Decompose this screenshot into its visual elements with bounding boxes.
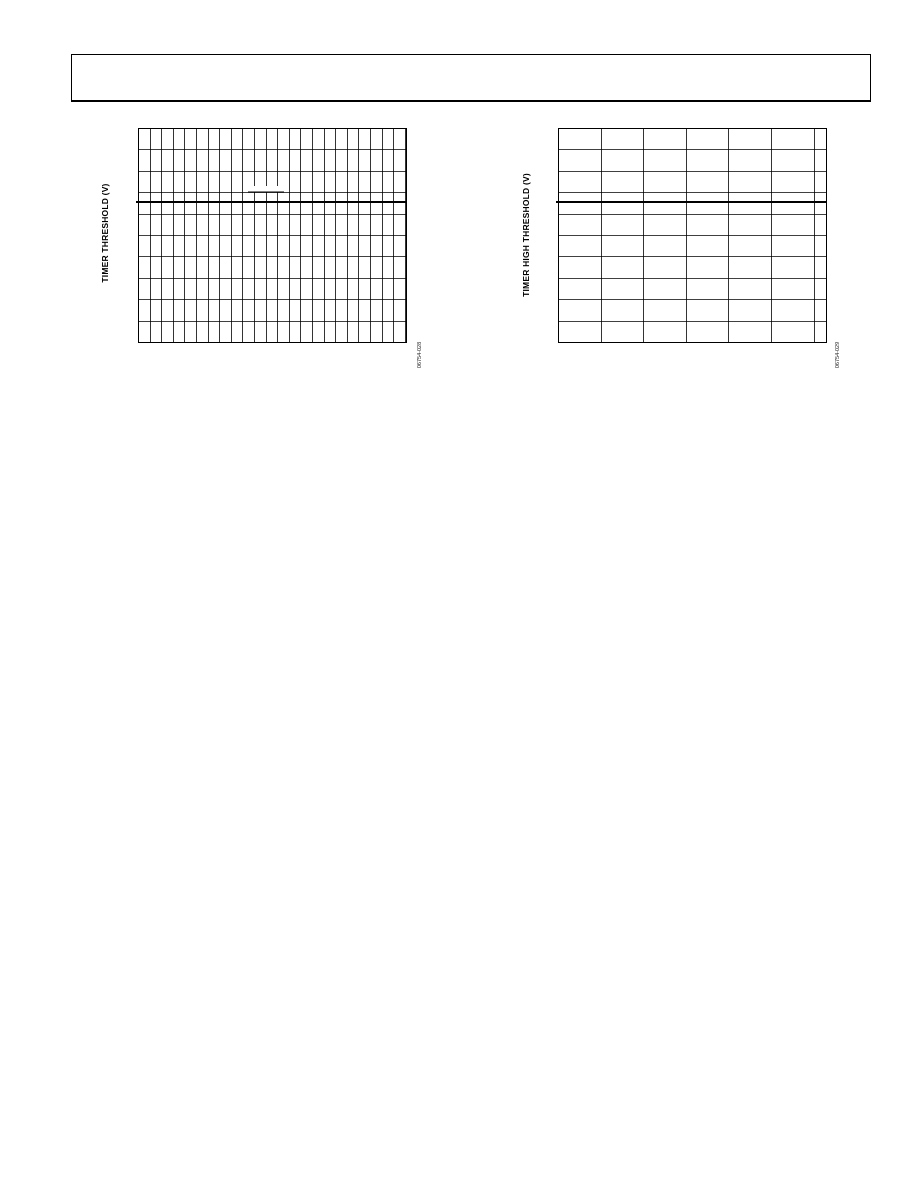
chart2-y-axis-label: TIMER HIGH THRESHOLD (V) — [521, 173, 531, 297]
page-header-frame — [71, 54, 871, 102]
chart2-plot — [558, 128, 828, 344]
chart1-y-axis-label: TIMER THRESHOLD (V) — [100, 183, 110, 283]
chart1-figure-id: 06754-028 — [417, 341, 423, 369]
annotation-patch — [248, 186, 284, 192]
chart2-figure-id: 06754-029 — [835, 341, 841, 369]
chart1-plot — [138, 128, 408, 344]
